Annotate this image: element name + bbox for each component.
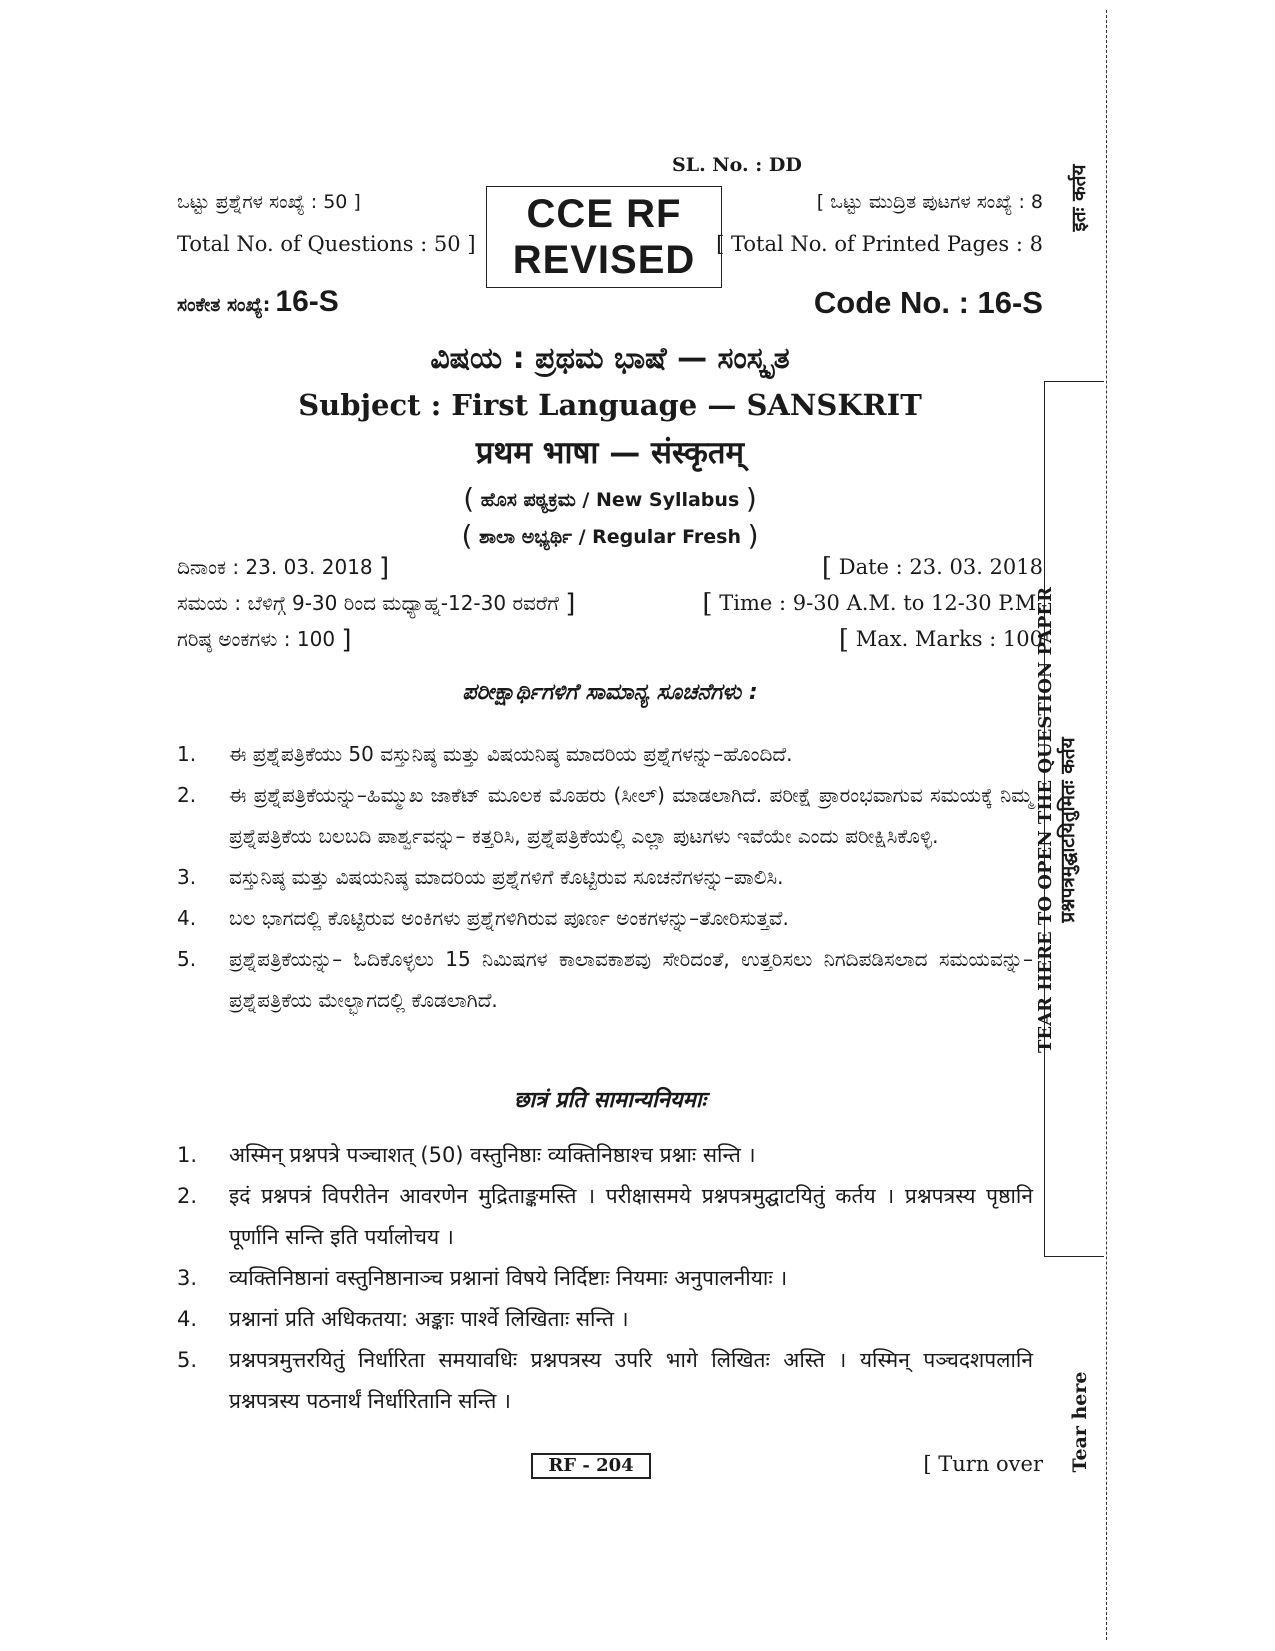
tear-instruction-english: TEAR HERE TO OPEN THE QUESTION PAPER <box>1035 586 1056 1054</box>
tear-instruction-sanskrit: प्रश्नपत्रमुद्घाटयितुमितः कर्तय <box>1057 737 1079 923</box>
marks-english: [ Max. Marks : 100 <box>838 625 1043 655</box>
tear-label-top: इतः कर्तय <box>1068 164 1090 232</box>
date-english: [ Date : 23. 03. 2018 <box>821 553 1043 583</box>
kannada-instructions-list <box>177 734 1033 1021</box>
tear-here-label: Tear here <box>1069 1371 1091 1473</box>
list-item <box>177 1176 1033 1258</box>
code-number-kannada <box>177 285 339 319</box>
kannada-instructions-title: ಪರೀಕ್ಷಾರ್ಥಿಗಳಿಗೆ ಸಾಮಾನ್ಯ ಸೂಚನೆಗಳು : <box>462 680 758 705</box>
item-number: 2. <box>177 1184 198 1208</box>
time-english: [ Time : 9-30 A.M. to 12-30 P.M. <box>702 589 1043 619</box>
list-item <box>177 898 1033 939</box>
item-number: 1. <box>177 1143 198 1167</box>
list-item <box>177 1135 1033 1176</box>
tear-dashed-line <box>1106 10 1107 1640</box>
item-number: 5. <box>177 947 197 971</box>
item-number: 4. <box>177 1307 198 1331</box>
item-text: व्यक्तिनिष्ठानां वस्तुनिष्ठानाञ्च प्रश्नानां विषये निर्दिष्टाः नियमाः अनुपालनीयाः । <box>229 1266 788 1290</box>
item-text: ಈ ಪ್ರಶ್ನೆಪತ್ರಿಕೆಯು 50 ವಸ್ತುನಿಷ್ಠ ಮತ್ತು ವಿಷಯನಿಷ್ಠ ಮಾದರಿಯ ಪ್ರಶ್ನೆಗಳನ್ನು–ಹೊಂದಿದೆ. <box>229 742 793 766</box>
date-english-text: Date : 23. 03. 2018 <box>838 555 1043 579</box>
total-pages-english: [ Total No. of Printed Pages : 8 <box>716 232 1043 256</box>
item-text: ಈ ಪ್ರಶ್ನೆಪತ್ರಿಕೆಯನ್ನು–ಹಿಮ್ಮುಖ ಜಾಕೆಟ್ ಮೂಲಕ ಮೊಹರು (ಸೀಲ್) ಮಾಡಲಾಗಿದೆ. ಪರೀಕ್ಷೆ ಪ್ರಾರಂಭವಾಗುವ ಸಮಯಕ್ಕೆ ನಿಮ್ಮ ಪ್ರಶ್ನೆಪತ್ರಿಕೆಯ ಬಲಬದಿ ಪಾರ್ಶ್ವವನ್ನು– ಕತ್ತರಿಸಿ, ಪ್ರಶ್ನೆಪತ್ರಿಕೆಯಲ್ಲಿ ಎಲ್ಲಾ ಪುಟಗಳು ಇವೆಯೇ ಎಂದು ಪರೀಕ್ಷಿಸಿಕೊಳ್ಳಿ. <box>229 783 1033 848</box>
syllabus-line: ( ಹೊಸ ಪಠ್ಯಕ್ರಮ / New Syllabus ) <box>463 482 757 515</box>
list-item <box>177 857 1033 898</box>
item-text: इदं प्रश्नपत्रं विपरीतेन आवरणेन मुद्रिताङ्कमस्ति । परीक्षासमये प्रश्नपत्रमुद्घाटयितुं कर्तय । प्रश्नपत्रस्य पृष्ठानि पूर्णानि सन्ति इति पर्यालोचय । <box>229 1184 1033 1249</box>
item-number: 4. <box>177 906 197 930</box>
item-number: 2. <box>177 783 197 807</box>
date-kannada-text: ದಿನಾಂಕ : 23. 03. 2018 <box>177 555 373 579</box>
paper-code-box: RF - 204 <box>531 1453 651 1479</box>
sanskrit-instructions-list <box>177 1135 1033 1422</box>
marks-kannada-text: ಗರಿಷ್ಠ ಅಂಕಗಳು : 100 <box>177 627 336 651</box>
syllabus-text: ಹೊಸ ಪಠ್ಯಕ್ರಮ / New Syllabus <box>480 489 740 511</box>
badge-line-2: REVISED <box>512 238 696 282</box>
list-item <box>177 734 1033 775</box>
time-kannada-text: ಸಮಯ : ಬೆಳಿಗ್ಗೆ 9-30 ರಿಂದ ಮಧ್ಯಾಹ್ನ-12-30 ರವರೆಗೆ <box>177 591 559 615</box>
list-item <box>177 1299 1033 1340</box>
marks-english-text: Max. Marks : 100 <box>855 627 1043 651</box>
item-text: अस्मिन् प्रश्नपत्रे पञ्चाशत् (50) वस्तुनिष्ठाः व्यक्तिनिष्ठाश्च प्रश्नाः सन्ति । <box>229 1143 756 1167</box>
item-text: प्रश्नपत्रमुत्तरयितुं निर्धारिता समयावधिः प्रश्नपत्रस्य उपरि भागे लिखितः अस्ति । यस्मिन् पञ्चदशपलानि प्रश्नपत्रस्य पठनार्थं निर्धारितानि सन्ति । <box>229 1348 1033 1413</box>
list-item <box>177 1258 1033 1299</box>
item-number: 3. <box>177 1266 198 1290</box>
total-questions-english: Total No. of Questions : 50 ] <box>177 232 476 256</box>
total-questions-kannada: ಒಟ್ಟು ಪ್ರಶ್ನೆಗಳ ಸಂಖ್ಯೆ : 50 ] <box>177 191 361 213</box>
list-item <box>177 1340 1033 1422</box>
time-kannada: ಸಮಯ : ಬೆಳಿಗ್ಗೆ 9-30 ರಿಂದ ಮಧ್ಯಾಹ್ನ-12-30 ರವರೆಗೆ ] <box>177 589 576 619</box>
time-english-text: Time : 9-30 A.M. to 12-30 P.M. <box>719 591 1043 615</box>
subject-sanskrit: प्रथम भाषा — संस्कृतम् <box>475 435 745 471</box>
total-pages-kannada: [ ಒಟ್ಟು ಮುದ್ರಿತ ಪುಟಗಳ ಸಂಖ್ಯೆ : 8 <box>816 191 1043 213</box>
date-kannada: ದಿನಾಂಕ : 23. 03. 2018 ] <box>177 553 390 583</box>
candidate-text: ಶಾಲಾ ಅಭ್ಯರ್ಥಿ / Regular Fresh <box>479 526 741 548</box>
item-text: प्रश्नानां प्रति अधिकतया: अङ्काः पार्श्वे लिखिताः सन्ति । <box>229 1307 629 1331</box>
candidate-line: ( ಶಾಲಾ ಅಭ್ಯರ್ಥಿ / Regular Fresh ) <box>461 519 759 552</box>
item-number: 5. <box>177 1348 198 1372</box>
item-text: ವಸ್ತುನಿಷ್ಠ ಮತ್ತು ವಿಷಯನಿಷ್ಠ ಮಾದರಿಯ ಪ್ರಶ್ನೆಗಳಿಗೆ ಕೊಟ್ಟಿರುವ ಸೂಚನೆಗಳನ್ನು–ಪಾಲಿಸಿ. <box>229 865 784 889</box>
marks-kannada: ಗರಿಷ್ಠ ಅಂಕಗಳು : 100 ] <box>177 625 352 655</box>
item-number: 3. <box>177 865 197 889</box>
list-item <box>177 939 1033 1021</box>
code-value: 16-S <box>275 285 339 318</box>
list-item <box>177 775 1033 857</box>
serial-number: SL. No. : DD <box>672 154 802 176</box>
item-text: ಪ್ರಶ್ನೆಪತ್ರಿಕೆಯನ್ನು– ಓದಿಕೊಳ್ಳಲು 15 ನಿಮಿಷಗಳ ಕಾಲಾವಕಾಶವು ಸೇರಿದಂತೆ, ಉತ್ತರಿಸಲು ನಿಗದಿಪಡಿಸಲಾದ ಸಮಯವನ್ನು–ಪ್ರಶ್ನೆಪತ್ರಿಕೆಯ ಮೇಲ್ಭಾಗದಲ್ಲಿ ಕೊಡಲಾಗಿದೆ. <box>229 947 1033 1012</box>
item-number: 1. <box>177 742 197 766</box>
badge-line-1: CCE RF <box>526 192 682 236</box>
code-label-kannada: ಸಂಕೇತ ಸಂಖ್ಯೆ: <box>177 294 271 316</box>
subject-english: Subject : First Language — SANSKRIT <box>298 388 922 422</box>
code-number-english: Code No. : 16-S <box>813 285 1043 320</box>
subject-kannada: ವಿಷಯ : ಪ್ರಥಮ ಭಾಷೆ — ಸಂಸ್ಕೃತ <box>430 341 790 376</box>
turn-over-note: [ Turn over <box>923 1452 1043 1476</box>
sanskrit-instructions-title: छात्रं प्रति सामान्यनियमाः <box>514 1088 706 1113</box>
item-text: ಬಲ ಭಾಗದಲ್ಲಿ ಕೊಟ್ಟಿರುವ ಅಂಕಿಗಳು ಪ್ರಶ್ನೆಗಳಿಗಿರುವ ಪೂರ್ಣ ಅಂಕಗಳನ್ನು–ತೋರಿಸುತ್ತವೆ. <box>229 906 789 930</box>
cce-rf-revised-badge <box>486 186 722 288</box>
